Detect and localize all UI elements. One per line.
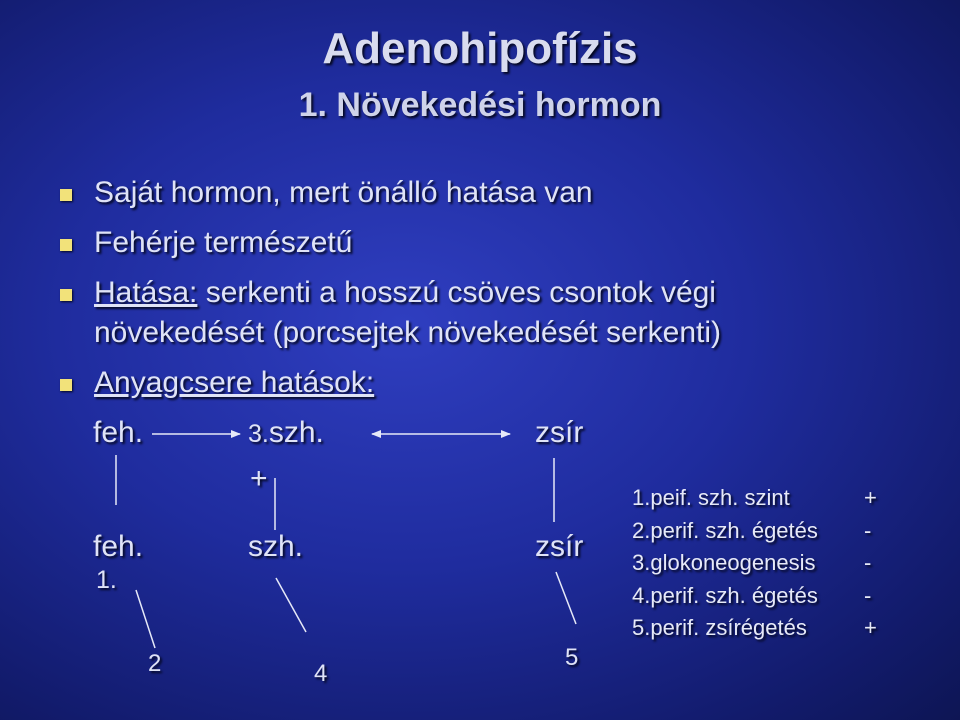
effect-sign: + [864, 485, 877, 510]
bullet-lead: Hatása: [94, 276, 198, 309]
label-number-4: 4 [314, 660, 328, 687]
effect-item [632, 612, 877, 645]
effect-text: 5.perif. zsírégetés [632, 615, 807, 640]
bullet-text: növekedését (porcsejtek növekedését serkenti) [94, 316, 722, 349]
effect-item [632, 515, 872, 548]
label-szh-bottom: szh. [248, 530, 304, 563]
effect-sign: + [864, 615, 877, 640]
label-number-2: 2 [148, 650, 162, 677]
effect-text: 3.glokoneogenesis [632, 550, 816, 575]
pointer-line-5 [556, 572, 576, 624]
label-number-5: 5 [565, 644, 579, 671]
label-szh-top-text: szh. [268, 416, 324, 449]
effects-list [632, 482, 877, 645]
bullet-text: Anyagcsere hatások: [94, 366, 375, 399]
slide-subtitle: 1. Növekedési hormon [298, 86, 662, 124]
label-feh-bottom: feh. [93, 530, 144, 563]
label-feh-bottom-number: 1. [96, 566, 117, 594]
label-feh-top: feh. [93, 416, 144, 449]
effect-text: 4.perif. szh. égetés [632, 582, 818, 608]
effect-sign: - [864, 517, 872, 543]
effect-item [632, 482, 877, 515]
effect-item [632, 580, 872, 613]
pointer-line-2 [136, 590, 155, 648]
label-plus: + [250, 462, 268, 495]
bullet-text: Saját hormon, mert önálló hatása van [94, 176, 593, 209]
label-szh-top-number: 3. [248, 420, 269, 448]
pointer-line-4 [276, 578, 306, 632]
bullet-rest: serkenti a hosszú csöves csontok végi [197, 276, 716, 309]
label-zsir-top: zsír [535, 416, 584, 449]
label-szh-top [248, 416, 324, 450]
effect-text: 1.peif. szh. szint [632, 485, 790, 510]
effect-sign: - [864, 550, 872, 575]
slide-title: Adenohipofízis [322, 24, 638, 73]
effect-item [632, 547, 872, 580]
bullet-text: Fehérje természetű [94, 226, 353, 259]
effect-sign: - [864, 582, 872, 608]
label-zsir-bottom: zsír [535, 530, 584, 563]
effect-text: 2.perif. szh. égetés [632, 517, 818, 543]
